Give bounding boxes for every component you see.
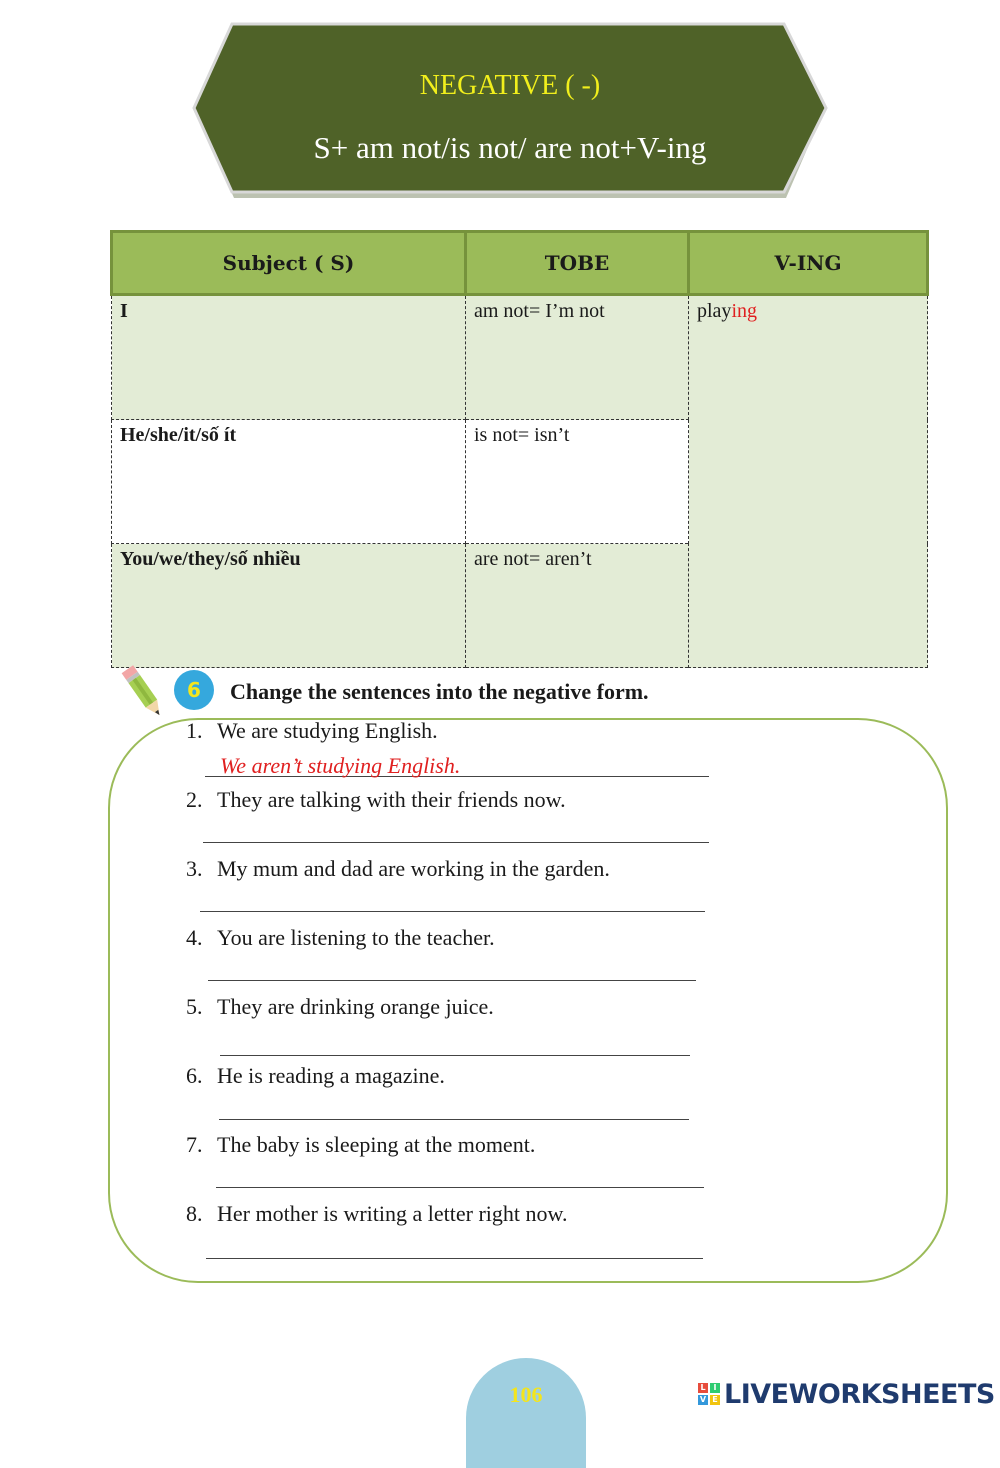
question-number: 6.	[186, 1063, 203, 1088]
brand-icon-letter: V	[699, 1395, 707, 1404]
question-text: He is reading a magazine.	[217, 1063, 445, 1088]
question-number: 8.	[186, 1201, 203, 1226]
brand-name: LIVEWORKSHEETS	[724, 1378, 995, 1410]
answer-line[interactable]	[216, 1187, 704, 1188]
pencil-icon	[120, 662, 168, 724]
header-tobe: TOBE	[466, 232, 689, 295]
brand-icon-letter: L	[698, 1383, 708, 1393]
exercise-instruction: Change the sentences into the negative form.	[230, 679, 649, 704]
question-number: 3.	[186, 856, 203, 881]
page-number-tab	[466, 1358, 586, 1468]
question-text: They are drinking orange juice.	[217, 994, 494, 1019]
tobe-cell: am not= I’m not	[466, 295, 689, 420]
ving-suffix: ing	[731, 300, 757, 322]
exercise-number-badge: 6	[174, 670, 214, 710]
banner-formula: S+ am not/is not/ are not+V-ing	[313, 130, 707, 165]
table-header-row	[112, 232, 928, 295]
question-item	[186, 1132, 535, 1158]
answer-line[interactable]	[220, 1055, 690, 1056]
answer-line[interactable]	[219, 1119, 689, 1120]
question-item	[186, 856, 610, 882]
subject-cell: You/we/they/số nhiều	[112, 544, 466, 668]
answer-line[interactable]	[200, 911, 705, 912]
question-number: 1.	[186, 718, 203, 743]
subject-cell: I	[112, 295, 466, 420]
question-number: 7.	[186, 1132, 203, 1157]
answer-example: We aren’t studying English.	[220, 753, 461, 778]
question-item	[186, 1063, 445, 1089]
title-banner	[190, 20, 830, 200]
brand-logo	[698, 1376, 995, 1412]
question-text: The baby is sleeping at the moment.	[217, 1132, 536, 1157]
tobe-cell: is not= isn’t	[466, 420, 689, 544]
question-text: We are studying English.	[217, 718, 438, 743]
banner-shape	[190, 20, 830, 200]
question-item	[186, 787, 566, 813]
question-number: 4.	[186, 925, 203, 950]
question-text: They are talking with their friends now.	[217, 787, 566, 812]
question-number: 5.	[186, 994, 203, 1019]
table-row	[112, 295, 928, 420]
ving-cell	[689, 295, 928, 668]
question-text: Her mother is writing a letter right now.	[217, 1201, 568, 1226]
tobe-cell: are not= aren’t	[466, 544, 689, 668]
page-number: 106	[509, 1382, 543, 1407]
brand-grid-icon	[698, 1383, 720, 1405]
header-ving: V-ING	[689, 232, 928, 295]
answer-line[interactable]	[208, 980, 696, 981]
question-item	[186, 994, 494, 1020]
answer-line[interactable]	[203, 842, 709, 843]
banner-title: NEGATIVE ( -)	[419, 70, 601, 101]
question-item	[186, 1201, 568, 1227]
header-subject: Subject ( S)	[112, 232, 466, 295]
question-number: 2.	[186, 787, 203, 812]
brand-icon-letter: E	[710, 1395, 720, 1405]
question-text: You are listening to the teacher.	[217, 925, 495, 950]
question-item	[186, 925, 495, 951]
grammar-table	[110, 230, 929, 668]
brand-icon-letter: I	[710, 1383, 720, 1393]
ving-stem: play	[697, 300, 732, 322]
subject-cell: He/she/it/số ít	[112, 420, 466, 544]
answer-line[interactable]	[206, 1258, 703, 1259]
question-text: My mum and dad are working in the garden.	[217, 856, 610, 881]
question-item	[186, 718, 438, 744]
